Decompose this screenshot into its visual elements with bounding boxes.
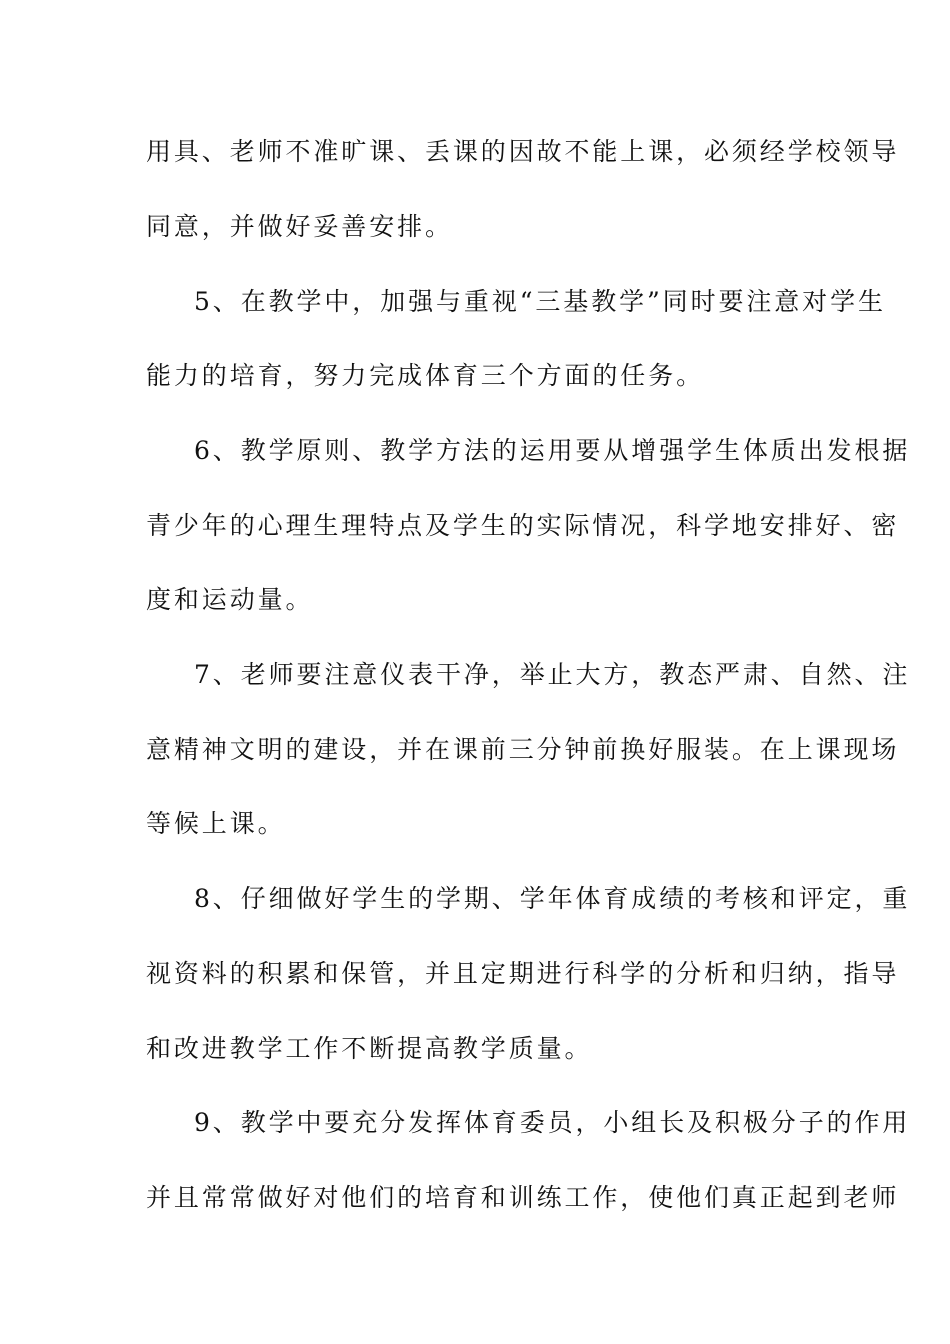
text-line: 意精神文明的建设，并在课前三分钟前换好服装。在上课现场 (146, 735, 900, 764)
text-line: 和改进教学工作不断提高教学质量。 (146, 1034, 593, 1063)
text-line: 视资料的积累和保管，并且定期进行科学的分析和归纳，指导 (146, 959, 900, 988)
paragraph-6-line: 6、教学原则、教学方法的运用要从增强学生体质出发根据 (194, 436, 911, 465)
text-line: 用具、老师不准旷课、丢课的因故不能上课，必须经学校领导 (146, 137, 900, 166)
text-line: 并且常常做好对他们的培育和训练工作，使他们真正起到老师 (146, 1183, 900, 1212)
text-line: 等候上课。 (146, 809, 286, 838)
text-line: 度和运动量。 (146, 585, 314, 614)
paragraph-8-line: 8、仔细做好学生的学期、学年体育成绩的考核和评定，重 (194, 884, 911, 913)
text-line: 同意，并做好妥善安排。 (146, 212, 453, 241)
text-line: 能力的培育，努力完成体育三个方面的任务。 (146, 361, 705, 390)
paragraph-9-line: 9、教学中要充分发挥体育委员，小组长及积极分子的作用 (194, 1108, 911, 1137)
text-line: 青少年的心理生理特点及学生的实际情况，科学地安排好、密 (146, 511, 900, 540)
paragraph-7-line: 7、老师要注意仪表干净，举止大方，教态严肃、自然、注 (194, 660, 911, 689)
paragraph-5-line: 5、在教学中，加强与重视“三基教学”同时要注意对学生 (194, 287, 886, 316)
